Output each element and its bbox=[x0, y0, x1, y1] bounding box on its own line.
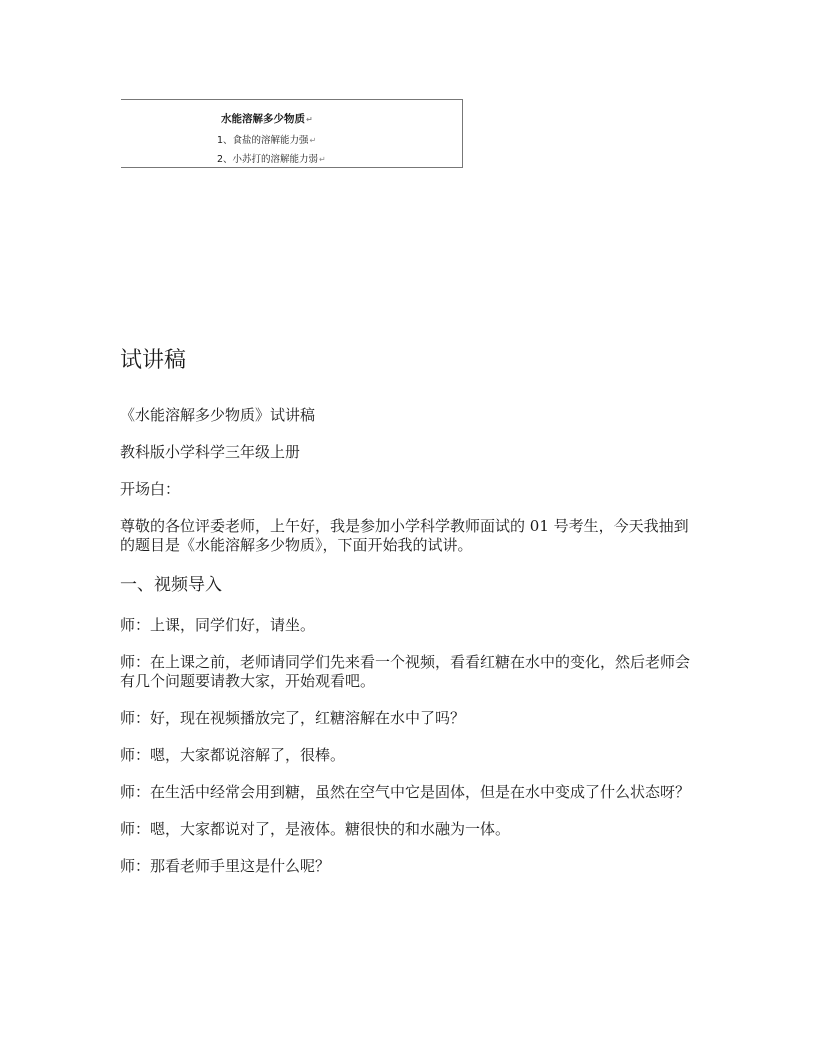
paragraph-mark-icon: ↵ bbox=[319, 155, 326, 164]
board-title: 水能溶解多少物质↵ bbox=[221, 113, 313, 125]
dialogue-paragraph: 师：嗯，大家都说溶解了，很棒。 bbox=[120, 746, 346, 764]
paragraph-mark-icon: ↵ bbox=[309, 136, 317, 145]
document-body bbox=[120, 346, 700, 894]
dialogue-paragraph: 师：在生活中经常会用到糖，虽然在空气中它是固体，但是在水中变成了什么状态呀？ bbox=[120, 783, 691, 801]
dialogue-paragraph: 师：那看老师手里这是什么呢？ bbox=[120, 857, 331, 875]
section-heading: 一、视频导入 bbox=[120, 575, 222, 595]
opening-text: 尊敬的各位评委老师，上午好，我是参加小学科学教师面试的 01 号考生，今天我抽到的题目是《水能溶解多少物质》，下面开始我的试讲。 bbox=[120, 517, 689, 554]
document-title: 试讲稿 bbox=[120, 348, 187, 373]
textbook-edition: 教科版小学科学三年级上册 bbox=[120, 443, 301, 461]
board-line: 2、小苏打的溶解能力弱↵ bbox=[217, 154, 326, 165]
dialogue-paragraph: 师：在上课之前，老师请同学们先来看一个视频，看看红糖在水中的变化，然后老师会有几个问题要请教大家，开始观看吧。 bbox=[120, 653, 691, 690]
document-subtitle: 《水能溶解多少物质》试讲稿 bbox=[120, 406, 316, 424]
dialogue-paragraph: 师：嗯，大家都说对了，是液体。糖很快的和水融为一体。 bbox=[120, 820, 511, 838]
opening-label: 开场白： bbox=[120, 480, 181, 498]
blackboard-design-box bbox=[121, 99, 463, 168]
dialogue-paragraph: 师：上课，同学们好，请坐。 bbox=[120, 616, 316, 634]
board-line: 1、食盐的溶解能力强↵ bbox=[217, 135, 317, 146]
dialogue-paragraph: 师：好，现在视频播放完了，红糖溶解在水中了吗？ bbox=[120, 709, 466, 727]
paragraph-mark-icon: ↵ bbox=[306, 115, 313, 124]
